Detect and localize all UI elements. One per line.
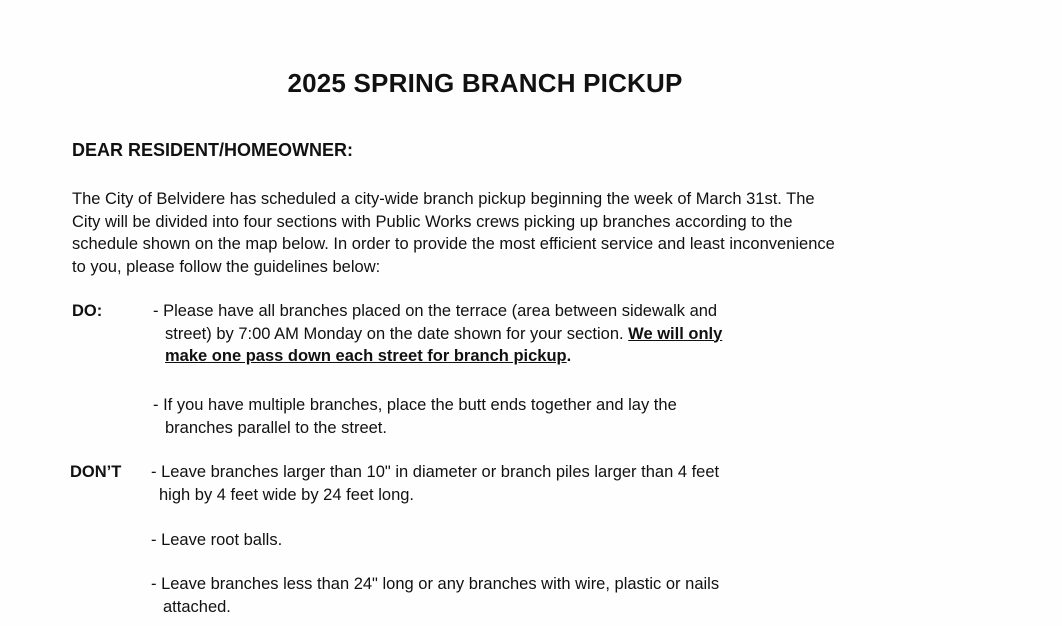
do-item-placement bbox=[153, 300, 722, 368]
do-item-line: - Please have all branches placed on the terrace (area between sidewalk and bbox=[153, 302, 718, 320]
page-title: 2025 SPRING BRANCH PICKUP bbox=[287, 68, 683, 98]
do-item-emphasis: We will only bbox=[628, 324, 723, 343]
intro-paragraph bbox=[72, 188, 987, 278]
dont-item-line: - Leave root balls. bbox=[151, 531, 283, 549]
do-item-multiple-branches bbox=[153, 394, 677, 439]
dont-item-line: attached. bbox=[163, 597, 231, 616]
dont-item-line: - Leave branches larger than 10" in diameter or branch piles larger than 4 feet bbox=[151, 463, 720, 481]
salutation: DEAR RESIDENT/HOMEOWNER: bbox=[72, 140, 354, 160]
do-item-line: - If you have multiple branches, place the butt ends together and lay the bbox=[153, 396, 677, 414]
intro-line: to you, please follow the guidelines below: bbox=[72, 257, 381, 276]
dont-item-short-branches bbox=[151, 573, 719, 618]
dont-item-line: high by 4 feet wide by 24 feet long. bbox=[159, 485, 415, 504]
do-item-line: branches parallel to the street. bbox=[165, 418, 387, 437]
intro-line: City will be divided into four sections with Public Works crews picking up branches according to the bbox=[72, 212, 793, 231]
do-label: DO: bbox=[72, 302, 103, 320]
do-item-line bbox=[153, 345, 722, 368]
intro-line: schedule shown on the map below. In order to provide the most efficient service and least inconvenience bbox=[72, 235, 835, 253]
dont-item-size-limit bbox=[151, 461, 719, 506]
dont-label: DON’T bbox=[70, 463, 122, 481]
do-item-text: street) by 7:00 AM Monday on the date shown for your section. bbox=[165, 324, 629, 343]
dont-item-line: - Leave branches less than 24" long or any branches with wire, plastic or nails bbox=[151, 575, 720, 593]
intro-line: The City of Belvidere has scheduled a city-wide branch pickup beginning the week of March 31st. The bbox=[72, 190, 815, 208]
do-item-emphasis: make one pass down each street for branch pickup bbox=[165, 347, 567, 365]
dont-item-root-balls bbox=[151, 529, 282, 552]
do-item-punctuation: . bbox=[566, 347, 572, 365]
do-item-line bbox=[153, 323, 722, 346]
